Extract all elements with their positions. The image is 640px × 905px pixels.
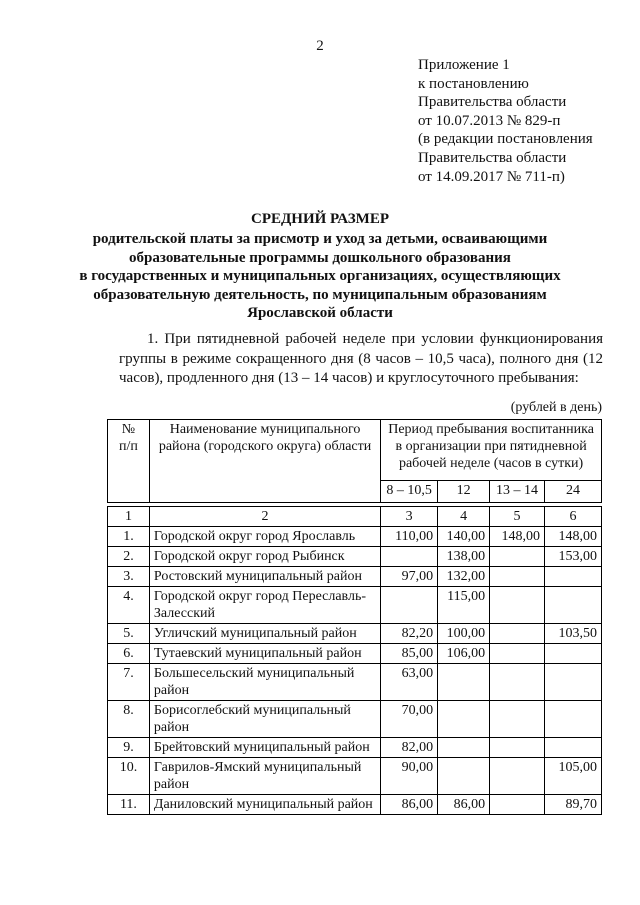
row-value-13-14-cell: 148,00 — [490, 527, 545, 547]
index-cell: 5 — [490, 507, 545, 527]
row-value-8-10-cell: 97,00 — [381, 567, 438, 587]
title-main: СРЕДНИЙ РАЗМЕР — [250, 211, 390, 227]
row-value-13-14-cell — [490, 795, 545, 815]
row-value-13-14-cell — [490, 547, 545, 567]
index-cell: 1 — [108, 507, 150, 527]
row-value-13-14-cell — [490, 587, 545, 624]
row-num-cell: 10. — [108, 758, 150, 795]
row-value-8-10-cell: 82,00 — [381, 738, 438, 758]
title-line: Ярославской области — [247, 305, 393, 322]
header-col-4: 24 — [545, 480, 602, 502]
index-cell: 3 — [381, 507, 438, 527]
row-name-cell: Большесельский муниципальный район — [149, 664, 380, 701]
table-row — [108, 567, 602, 587]
row-value-24-cell: 148,00 — [545, 527, 602, 547]
header-col-2: 12 — [438, 480, 490, 502]
appendix-line: Правительства области — [418, 149, 567, 166]
header-col-3: 13 – 14 — [490, 480, 545, 502]
row-name-cell: Городской округ город Ярославль — [149, 527, 380, 547]
row-value-12-cell: 132,00 — [438, 567, 490, 587]
row-value-24-cell — [545, 644, 602, 664]
index-cell: 6 — [545, 507, 602, 527]
table-header-row — [108, 420, 602, 481]
row-value-24-cell — [545, 587, 602, 624]
row-name-cell: Тутаевский муниципальный район — [149, 644, 380, 664]
appendix-line: Правительства области — [418, 94, 567, 111]
table-row — [108, 644, 602, 664]
header-name: Наименование муниципального района (городского округа) области — [149, 420, 380, 503]
row-value-13-14-cell — [490, 701, 545, 738]
row-value-8-10-cell: 90,00 — [381, 758, 438, 795]
table-row — [108, 527, 602, 547]
row-value-12-cell: 100,00 — [438, 624, 490, 644]
row-num-cell: 2. — [108, 547, 150, 567]
title-line: образовательные программы дошкольного образования — [129, 249, 511, 266]
row-num-cell: 8. — [108, 701, 150, 738]
page-number: 2 — [316, 38, 324, 54]
row-num-cell: 6. — [108, 644, 150, 664]
row-num-cell: 9. — [108, 738, 150, 758]
row-name-cell: Брейтовский муниципальный район — [149, 738, 380, 758]
table-row — [108, 547, 602, 567]
row-value-12-cell: 140,00 — [438, 527, 490, 547]
row-name-cell: Городской округ город Переславль-Залесский — [149, 587, 380, 624]
appendix-line: Приложение 1 — [418, 57, 510, 73]
row-value-13-14-cell — [490, 567, 545, 587]
row-num-cell: 1. — [108, 527, 150, 547]
row-value-12-cell — [438, 664, 490, 701]
row-value-12-cell: 138,00 — [438, 547, 490, 567]
table-row — [108, 587, 602, 624]
row-value-12-cell: 115,00 — [438, 587, 490, 624]
intro-paragraph: 1. При пятидневной рабочей неделе при условии функционирования группы в режиме сокращенного дня (8 часов – 10,5 часа), полного дня (12 часов), продленного дня (13 – 14 часов) и круглосуточного пребывания: — [119, 331, 603, 386]
unit-note: (рублей в день) — [510, 400, 602, 415]
row-value-12-cell: 86,00 — [438, 795, 490, 815]
title-line: образовательную деятельность, по муниципальным образованиям — [93, 286, 547, 303]
header-num: № п/п — [108, 420, 150, 503]
appendix-line: к постановлению — [418, 75, 529, 92]
appendix-line: (в редакции постановления — [418, 131, 593, 148]
row-value-8-10-cell: 110,00 — [381, 527, 438, 547]
fee-table — [107, 419, 602, 815]
row-value-13-14-cell — [490, 644, 545, 664]
appendix-block — [418, 56, 593, 186]
row-num-cell: 7. — [108, 664, 150, 701]
row-value-13-14-cell — [490, 758, 545, 795]
row-name-cell: Городской округ город Рыбинск — [149, 547, 380, 567]
row-value-13-14-cell — [490, 738, 545, 758]
row-value-24-cell: 89,70 — [545, 795, 602, 815]
row-num-cell: 11. — [108, 795, 150, 815]
row-value-12-cell — [438, 701, 490, 738]
row-name-cell: Угличский муниципальный район — [149, 624, 380, 644]
row-value-24-cell — [545, 567, 602, 587]
table-row — [108, 664, 602, 701]
row-value-8-10-cell: 85,00 — [381, 644, 438, 664]
table-row — [108, 624, 602, 644]
table-row — [108, 738, 602, 758]
row-num-cell: 5. — [108, 624, 150, 644]
row-value-8-10-cell: 82,20 — [381, 624, 438, 644]
row-value-12-cell — [438, 758, 490, 795]
table-row — [108, 795, 602, 815]
row-value-12-cell: 106,00 — [438, 644, 490, 664]
appendix-line: от 14.09.2017 № 711-п) — [418, 168, 565, 185]
index-cell: 4 — [438, 507, 490, 527]
appendix-line: от 10.07.2013 № 829-п — [418, 112, 561, 129]
row-num-cell: 3. — [108, 567, 150, 587]
document-title — [0, 210, 640, 322]
row-value-24-cell: 153,00 — [545, 547, 602, 567]
table-row — [108, 758, 602, 795]
row-value-8-10-cell: 63,00 — [381, 664, 438, 701]
row-value-13-14-cell — [490, 624, 545, 644]
title-line: родительской платы за присмотр и уход за детьми, осваивающими — [92, 231, 548, 248]
row-value-12-cell — [438, 738, 490, 758]
row-value-8-10-cell: 86,00 — [381, 795, 438, 815]
index-cell: 2 — [149, 507, 380, 527]
row-name-cell: Гаврилов-Ямский муниципальный район — [149, 758, 380, 795]
row-name-cell: Борисоглебский муниципальный район — [149, 701, 380, 738]
index-row — [108, 507, 602, 527]
row-value-24-cell — [545, 701, 602, 738]
row-value-24-cell: 103,50 — [545, 624, 602, 644]
header-period: Период пребывания воспитанника в организации при пятидневной рабочей неделе (часов в сутки) — [381, 420, 602, 481]
row-value-8-10-cell: 70,00 — [381, 701, 438, 738]
row-num-cell: 4. — [108, 587, 150, 624]
table-row — [108, 701, 602, 738]
row-value-24-cell — [545, 664, 602, 701]
row-name-cell: Ростовский муниципальный район — [149, 567, 380, 587]
row-value-24-cell — [545, 738, 602, 758]
row-value-8-10-cell — [381, 587, 438, 624]
title-line: в государственных и муниципальных организациях, осуществляющих — [79, 268, 561, 285]
header-col-1: 8 – 10,5 — [381, 480, 438, 502]
row-value-13-14-cell — [490, 664, 545, 701]
row-value-8-10-cell — [381, 547, 438, 567]
row-value-24-cell: 105,00 — [545, 758, 602, 795]
row-name-cell: Даниловский муниципальный район — [149, 795, 380, 815]
